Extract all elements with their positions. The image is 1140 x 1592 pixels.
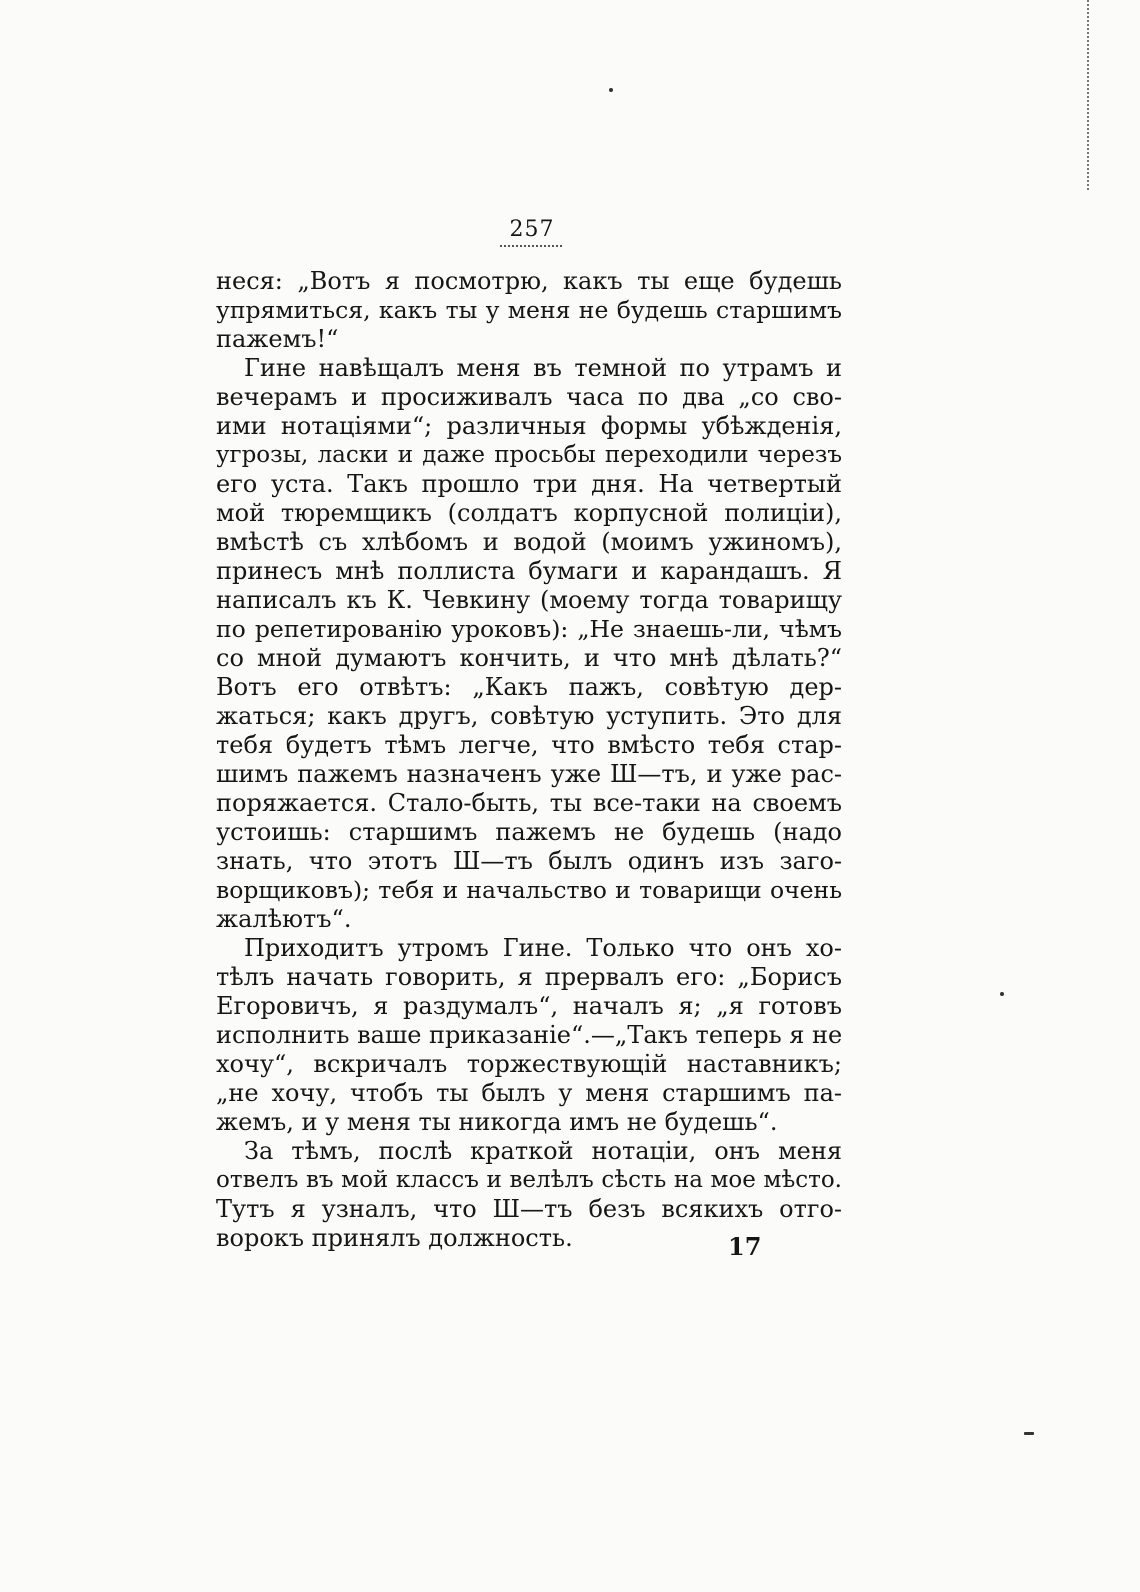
text-line: устоишь: старшимъ пажемъ не будешь (надо: [216, 818, 842, 846]
signature-mark: 17: [728, 1232, 762, 1261]
scan-speck: [609, 88, 613, 92]
page-number-ornament: [500, 245, 562, 247]
body-text: [216, 267, 842, 1253]
text-line: мой тюремщикъ (солдатъ корпусной полиціи),: [216, 499, 842, 527]
page-number: 257: [509, 217, 555, 242]
text-line: принесъ мнѣ поллиста бумаги и карандашъ. Я: [216, 557, 842, 585]
text-line: Тутъ я узналъ, что Ш—тъ безъ всякихъ отго-: [216, 1195, 842, 1223]
text-line: шимъ пажемъ назначенъ уже Ш—тъ, и уже рас-: [216, 760, 842, 788]
text-line: жемъ, и у меня ты никогда имъ не будешь“.: [216, 1108, 778, 1136]
text-line: вмѣстѣ съ хлѣбомъ и водой (моимъ ужиномъ),: [216, 528, 842, 556]
text-line: исполнить ваше приказаніе“.—„Такъ теперь я не: [216, 1021, 843, 1049]
scan-edge-mark: [1087, 0, 1089, 190]
text-line: написалъ къ К. Чевкину (моему тогда товарищу: [216, 586, 842, 614]
text-line: со мной думаютъ кончить, и что мнѣ дѣлать?“: [216, 644, 842, 672]
text-line: тѣлъ начать говорить, я прервалъ его: „Борисъ: [216, 963, 842, 991]
text-line: ими нотаціями“; различныя формы убѣжденія,: [216, 412, 842, 440]
scan-speck: [1000, 992, 1004, 996]
text-line: упрямиться, какъ ты у меня не будешь старшимъ: [216, 296, 842, 324]
text-line: Гине навѣщалъ меня въ темной по утрамъ и: [244, 354, 842, 382]
text-line: жалѣютъ“.: [216, 905, 352, 933]
text-line: Вотъ его отвѣтъ: „Какъ пажъ, совѣтую дер-: [216, 673, 842, 701]
text-line: знать, что этотъ Ш—тъ былъ одинъ изъ заго-: [216, 847, 842, 875]
text-line: „не хочу, чтобъ ты былъ у меня старшимъ па-: [216, 1079, 842, 1107]
text-line: Егоровичъ, я раздумалъ“, началъ я; „я готовъ: [216, 992, 842, 1020]
text-line: ворокъ принялъ должность.: [216, 1224, 573, 1252]
text-line: жаться; какъ другъ, совѣтую уступить. Это для: [216, 702, 842, 730]
text-line: угрозы, ласки и даже просьбы переходили черезъ: [216, 442, 842, 468]
text-line: его уста. Такъ прошло три дня. На четвертый: [216, 470, 842, 498]
text-line: ворщиковъ); тебя и начальство и товарищи очень: [216, 876, 842, 904]
text-line: тебя будетъ тѣмъ легче, что вмѣсто тебя стар-: [216, 731, 842, 759]
text-line: неся: „Вотъ я посмотрю, какъ ты еще будешь: [216, 267, 842, 295]
text-line: Приходитъ утромъ Гине. Только что онъ хо-: [244, 934, 842, 962]
text-line: поряжается. Стало-быть, ты все-таки на своемъ: [216, 789, 842, 817]
text-line: отвелъ въ мой классъ и велѣлъ сѣсть на мое мѣсто.: [216, 1167, 842, 1193]
text-line: вечерамъ и просиживалъ часа по два „со сво-: [216, 383, 842, 411]
text-line: пажемъ!“: [216, 325, 339, 353]
text-line: хочу“, вскричалъ торжествующій наставникъ;: [216, 1050, 842, 1078]
scan-speck: [1024, 1432, 1034, 1435]
text-line: За тѣмъ, послѣ краткой нотаціи, онъ меня: [244, 1137, 842, 1165]
text-line: по репетированію уроковъ): „Не знаешь-ли, чѣмъ: [216, 615, 842, 643]
